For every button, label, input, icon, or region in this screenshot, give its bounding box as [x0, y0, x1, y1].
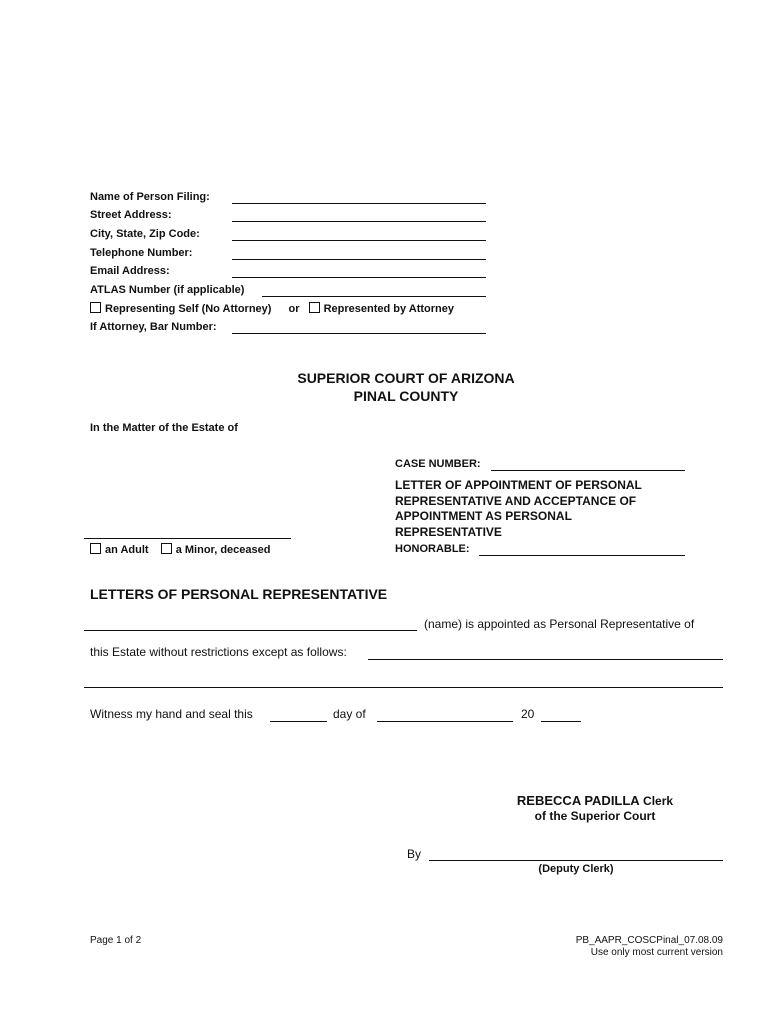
represented-by-attorney-label: Represented by Attorney [323, 303, 454, 315]
street-address-field[interactable] [232, 221, 486, 222]
name-of-person-filing-field[interactable] [232, 203, 486, 204]
bar-number-field[interactable] [232, 333, 486, 334]
restrictions-text: this Estate without restrictions except as follows: [90, 645, 347, 659]
atlas-number-field[interactable] [262, 296, 486, 297]
name-of-person-filing-label: Name of Person Filing: [90, 191, 210, 203]
document-title-line: LETTER OF APPOINTMENT OF PERSONAL [395, 478, 642, 492]
document-title-line: REPRESENTATIVE [395, 524, 502, 539]
city-state-zip-label: City, State, Zip Code: [90, 228, 200, 240]
clerk-title: Clerk [643, 794, 674, 808]
restrictions-continued-field[interactable] [84, 687, 723, 688]
minor-deceased-label: a Minor, deceased [175, 544, 271, 556]
decedent-name-field[interactable] [84, 538, 291, 539]
court-name: SUPERIOR COURT OF ARIZONA [297, 370, 515, 386]
or-label: or [288, 303, 300, 315]
status-row [90, 543, 270, 557]
represented-by-attorney-checkbox[interactable] [309, 302, 320, 313]
by-label: By [407, 847, 422, 861]
minor-deceased-checkbox[interactable] [161, 543, 172, 554]
deputy-clerk-signature-field[interactable] [429, 860, 723, 861]
day-of-text: day of [333, 707, 366, 721]
clerk-line [463, 793, 727, 809]
year-prefix-text: 20 [521, 707, 535, 721]
bar-number-label: If Attorney, Bar Number: [90, 321, 217, 333]
letters-heading: LETTERS OF PERSONAL REPRESENTATIVE [90, 586, 388, 602]
email-address-label: Email Address: [90, 265, 170, 277]
document-title-line: REPRESENTATIVE AND ACCEPTANCE OF [395, 493, 637, 508]
atlas-number-label: ATLAS Number (if applicable) [90, 284, 245, 296]
case-number-field[interactable] [491, 470, 685, 471]
county-name: PINAL COUNTY [353, 388, 459, 404]
form-code: PB_AAPR_COSCPinal_07.08.09 [575, 935, 723, 946]
adult-checkbox[interactable] [90, 543, 101, 554]
representative-name-field[interactable] [84, 630, 417, 631]
page-number: Page 1 of 2 [90, 935, 142, 946]
witness-text: Witness my hand and seal this [90, 707, 253, 721]
witness-year-field[interactable] [541, 721, 581, 722]
telephone-number-field[interactable] [232, 259, 486, 260]
city-state-zip-field[interactable] [232, 240, 486, 241]
representation-row [90, 302, 454, 316]
witness-month-field[interactable] [377, 721, 513, 722]
honorable-field[interactable] [479, 555, 685, 556]
of-superior-court: of the Superior Court [534, 809, 656, 823]
honorable-label: HONORABLE: [395, 543, 470, 555]
witness-day-field[interactable] [270, 721, 327, 722]
adult-label: an Adult [105, 544, 149, 556]
estate-of-label: In the Matter of the Estate of [90, 422, 238, 434]
appointed-text: (name) is appointed as Personal Representative of [424, 617, 695, 631]
restrictions-field[interactable] [368, 659, 723, 660]
street-address-label: Street Address: [90, 209, 172, 221]
representing-self-label: Representing Self (No Attorney) [105, 303, 272, 315]
email-address-field[interactable] [232, 277, 486, 278]
representing-self-checkbox[interactable] [90, 302, 101, 313]
document-title-line: APPOINTMENT AS PERSONAL [395, 509, 572, 523]
clerk-name: REBECCA PADILLA [516, 793, 640, 808]
deputy-clerk-label: (Deputy Clerk) [538, 863, 614, 875]
telephone-number-label: Telephone Number: [90, 247, 193, 259]
case-number-label: CASE NUMBER: [395, 458, 481, 470]
version-note: Use only most current version [590, 947, 723, 958]
document-title [395, 478, 642, 540]
